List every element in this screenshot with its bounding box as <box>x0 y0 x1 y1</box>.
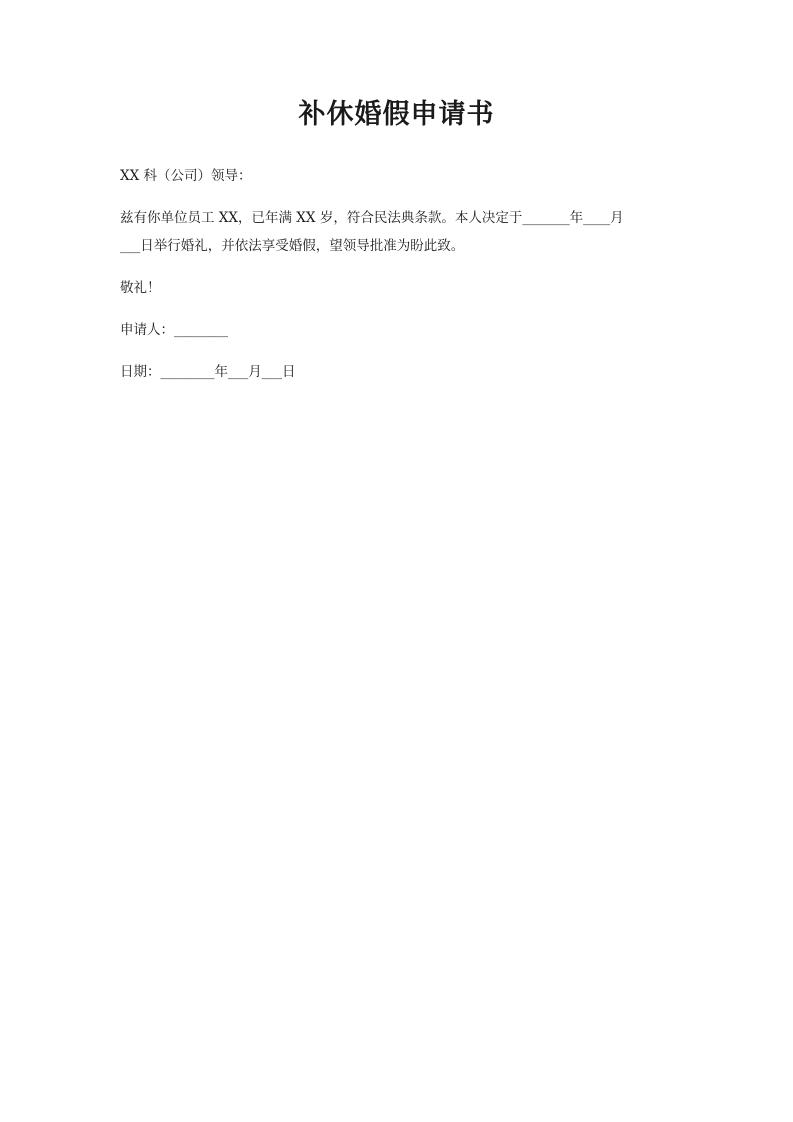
applicant-signature-line: 申请人：________ <box>120 322 228 338</box>
body-paragraph-line-2: ___日举行婚礼，并依法享受婚假，望领导批准为盼此致。 <box>120 238 465 254</box>
salutation: XX 科（公司）领导： <box>120 168 252 184</box>
document-title: 补休婚假申请书 <box>298 99 495 130</box>
body-paragraph-line-1: 兹有你单位员工 XX，已年满 XX 岁，符合民法典条款。本人决定于_______年____月 <box>120 210 624 226</box>
closing-salute: 敬礼！ <box>120 280 161 296</box>
date-line: 日期：________年___月___日 <box>120 364 296 380</box>
